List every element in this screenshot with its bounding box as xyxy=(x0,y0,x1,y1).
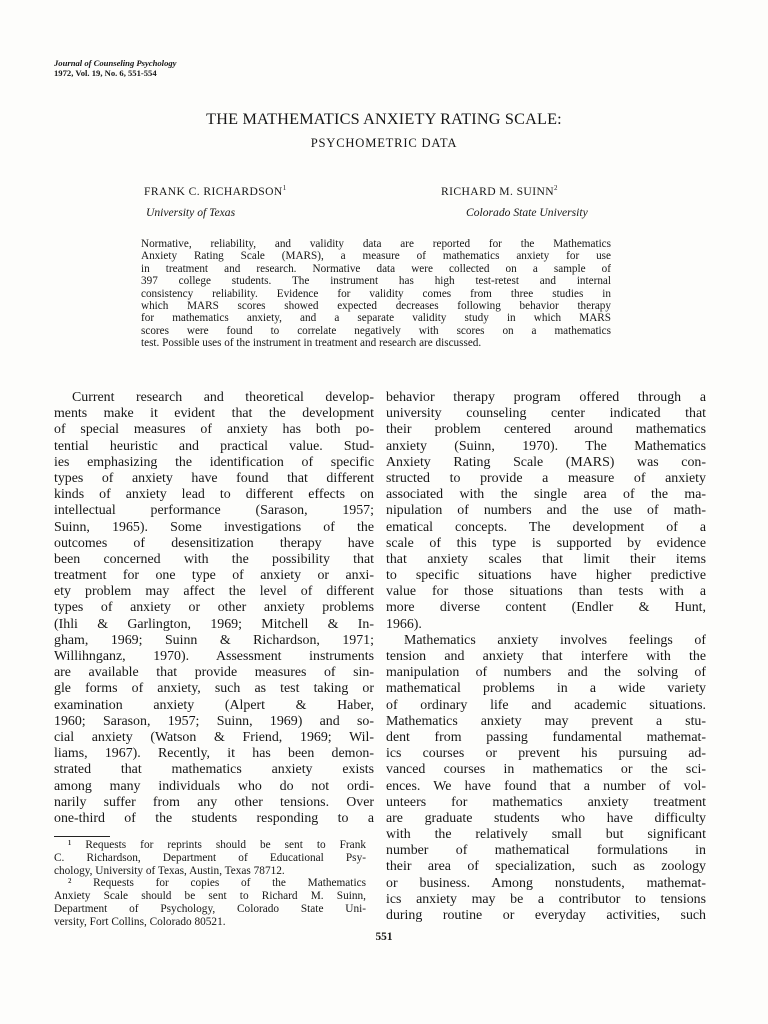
footnote-line: Anxiety Scale should be sent to Richard M. Suinn, xyxy=(54,890,366,903)
body-line: unteers for mathematics anxiety treatment xyxy=(386,794,706,810)
footnote-line: versity, Fort Collins, Colorado 80521. xyxy=(54,915,226,928)
body-line: more diverse content (Endler & Hunt, xyxy=(386,600,706,616)
body-line: 1960; Sarason, 1957; Suinn, 1969) and so- xyxy=(54,713,374,729)
body-line: structed to provide a measure of anxiety xyxy=(386,470,706,486)
body-line: their area of specialization, such as zoology xyxy=(386,859,706,875)
body-line: among many individuals who do not ordi- xyxy=(54,778,374,794)
body-line: types of anxiety or other anxiety problems xyxy=(54,600,374,616)
body-line: anxiety (Suinn, 1970). The Mathematics xyxy=(386,438,706,454)
body-line: ety problem may affect the level of different xyxy=(54,584,374,600)
body-line: gle forms of anxiety, such as test taking or xyxy=(54,681,374,697)
author-name: FRANK C. RICHARDSON xyxy=(144,184,283,198)
abstract-line: test. Possible uses of the instrument in treatment and research are discussed. xyxy=(141,337,482,350)
page-number: 551 xyxy=(375,931,393,943)
body-line: of special measures of anxiety has both po- xyxy=(54,422,374,438)
body-line: intellectual performance (Sarason, 1957; xyxy=(54,503,374,519)
body-line: scale of this type is supported by evidence xyxy=(386,535,706,551)
journal-volume: 1972, Vol. 19, No. 6, 551-554 xyxy=(54,68,157,78)
journal-citation xyxy=(54,58,176,78)
body-line: mathematical problems in a wide variety xyxy=(386,681,706,697)
abstract-line: in treatment and research. Normative data were collected on a sample of xyxy=(141,262,611,275)
affiliation-colorado: Colorado State University xyxy=(466,206,588,219)
body-line: cial anxiety (Watson & Friend, 1969; Wil- xyxy=(54,729,374,745)
body-line: kinds of anxiety lead to different effects on xyxy=(54,487,374,503)
footnote-marker: 2 xyxy=(554,184,558,192)
body-line: Mathematics anxiety involves feelings of xyxy=(404,632,706,648)
body-column-right xyxy=(386,390,706,924)
body-line: Anxiety Rating Scale (MARS) was con- xyxy=(386,454,706,470)
footnote-line: ¹ Requests for reprints should be sent to Frank xyxy=(68,839,366,851)
abstract-line: Normative, reliability, and validity data are reported for the Mathematics xyxy=(141,238,611,250)
body-line: gham, 1969; Suinn & Richardson, 1971; xyxy=(54,632,374,648)
body-line: Willihnganz, 1970). Assessment instruments xyxy=(54,649,374,664)
body-line: behavior therapy program offered through a xyxy=(386,390,706,405)
abstract-line: which MARS scores showed expected decreases following behavior therapy xyxy=(141,300,611,313)
body-line: examination anxiety (Alpert & Haber, xyxy=(54,697,374,713)
body-line: their problem centered around mathematics xyxy=(386,422,706,438)
body-line: number of mathematical formulations in xyxy=(386,843,706,859)
article-title: THE MATHEMATICS ANXIETY RATING SCALE: xyxy=(206,110,562,128)
footnotes xyxy=(54,839,366,929)
body-line: tension and anxiety that interfere with the xyxy=(386,649,706,664)
body-line: nipulation of numbers and the use of math- xyxy=(386,503,706,519)
footnote-marker: 1 xyxy=(282,184,287,192)
body-line: vanced courses in mathematics or the sci- xyxy=(386,762,706,778)
body-line: one-third of the students responding to a xyxy=(54,810,374,826)
body-line: outcomes of desensitization therapy have xyxy=(54,535,374,551)
body-line: ences. We have found that a number of vol- xyxy=(386,778,706,794)
footnote-line: chology, University of Texas, Austin, Texas 78712. xyxy=(54,864,285,877)
body-line: ics anxiety may be a contributor to tensions xyxy=(386,891,706,907)
body-line: tential heuristic and practical value. Stud- xyxy=(54,438,374,454)
body-line: during routine or everyday activities, such xyxy=(386,908,706,923)
body-line: treatment for one type of anxiety or anxi- xyxy=(54,568,374,584)
abstract-line: for mathematics anxiety, and a separate validity study in which MARS xyxy=(141,312,611,325)
body-line: been concerned with the possibility that xyxy=(54,551,374,567)
affiliation-texas: University of Texas xyxy=(146,206,236,219)
author-suinn xyxy=(441,181,558,199)
abstract-line: Anxiety Rating Scale (MARS), a measure of mathematics anxiety for use xyxy=(141,250,611,263)
body-line: that anxiety scales that limit their items xyxy=(386,551,706,567)
abstract-line: consistency reliability. Evidence for validity comes from three studies in xyxy=(141,287,611,300)
author-name: RICHARD M. SUINN xyxy=(441,184,555,198)
body-line: ics courses or prevent his pursuing ad- xyxy=(386,746,706,762)
body-line: are graduate students who have difficulty xyxy=(386,810,706,826)
footnote-divider xyxy=(54,836,110,837)
body-line: dent from passing fundamental mathemat- xyxy=(386,729,706,745)
body-line: ments make it evident that the development xyxy=(54,406,374,422)
footnote-line: Department of Psychology, Colorado State Uni- xyxy=(54,902,366,915)
article-subtitle: PSYCHOMETRIC DATA xyxy=(310,136,458,150)
body-line: of ordinary life and academic situations. xyxy=(386,697,706,713)
abstract-line: 397 college students. The instrument has high test-retest and internal xyxy=(141,275,611,288)
author-richardson xyxy=(144,181,287,199)
body-line: (Ihli & Garlington, 1969; Mitchell & In- xyxy=(54,616,374,632)
body-line: with the relatively small but significant xyxy=(386,827,706,843)
body-line: ies emphasizing the identification of specific xyxy=(54,454,374,470)
body-line: value for those situations than tests with a xyxy=(386,584,706,600)
journal-name: Journal of Counseling Psychology xyxy=(54,58,177,68)
body-line: or business. Among nonstudents, mathemat- xyxy=(386,875,706,891)
body-line: manipulation of numbers and the solving of xyxy=(386,665,706,681)
body-line: are available that provide measures of sin- xyxy=(54,665,374,681)
body-line: ematical concepts. The development of a xyxy=(386,519,706,535)
abstract-line: scores were found to correlate negatively with scores on a mathematics xyxy=(141,324,611,337)
body-line: to specific situations have higher predictive xyxy=(386,568,706,584)
body-column-left xyxy=(54,390,374,827)
body-line: liams, 1967). Recently, it has been demon- xyxy=(54,746,374,762)
body-line: associated with the single area of the ma- xyxy=(386,487,706,503)
body-line: Current research and theoretical develop- xyxy=(72,390,374,405)
footnote-line: C. Richardson, Department of Educational Psy- xyxy=(54,851,366,864)
body-line: strated that mathematics anxiety exists xyxy=(54,762,374,778)
body-line: Mathematics anxiety may prevent a stu- xyxy=(386,713,706,729)
body-line: Suinn, 1965). Some investigations of the xyxy=(54,519,374,535)
body-line: types of anxiety have found that different xyxy=(54,470,374,486)
body-line: university counseling center indicated that xyxy=(386,406,706,422)
body-line: narily suffer from any other tensions. Over xyxy=(54,794,374,810)
footnote-line: ² Requests for copies of the Mathematics xyxy=(68,877,366,890)
body-line: 1966). xyxy=(386,616,422,632)
abstract xyxy=(141,238,611,350)
